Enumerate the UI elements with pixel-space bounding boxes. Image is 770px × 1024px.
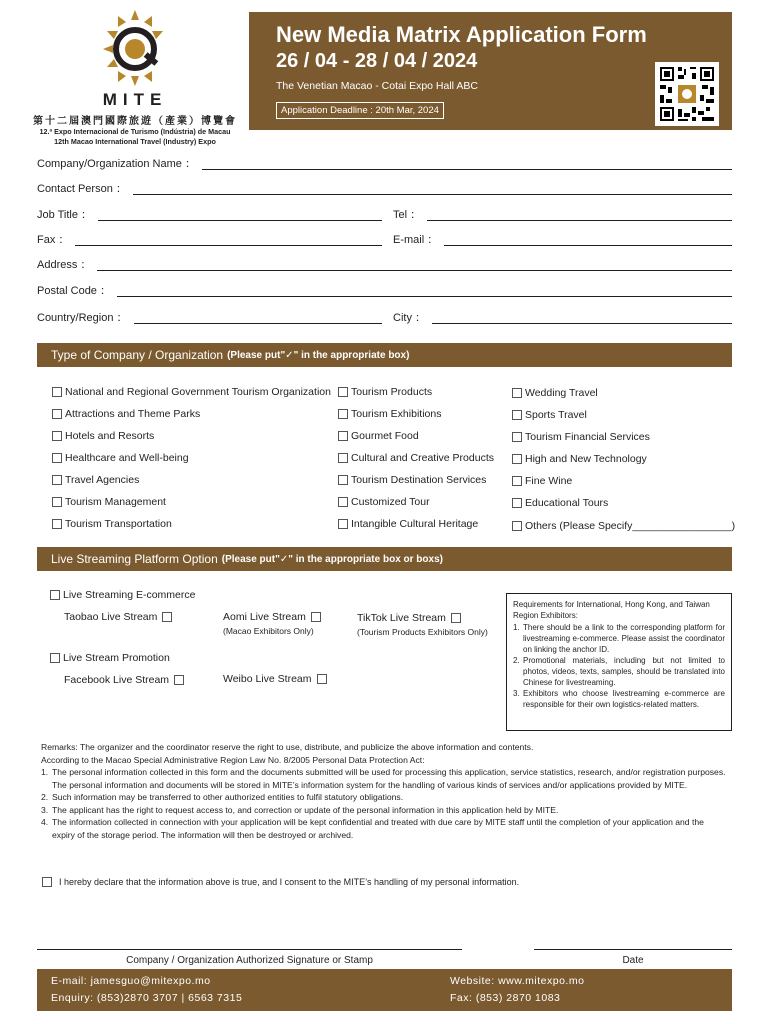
requirement-item — [513, 655, 725, 688]
checkbox[interactable] — [50, 590, 60, 600]
org-type-option[interactable] — [512, 387, 598, 399]
date-line[interactable] — [534, 949, 732, 950]
org-type-option[interactable] — [52, 474, 139, 486]
logo-chinese-name: 第十二屆澳門國際旅遊（產業）博覽會 — [33, 116, 237, 127]
application-deadline: Application Deadline : 20th Mar, 2024 — [276, 102, 444, 119]
fax-field[interactable] — [37, 232, 382, 246]
org-type-option[interactable] — [512, 520, 735, 532]
postal-code-field[interactable] — [37, 283, 732, 297]
checkbox[interactable] — [52, 497, 62, 507]
option-label: Gourmet Food — [351, 430, 419, 442]
footer-bar — [37, 969, 732, 1011]
checkbox[interactable] — [162, 612, 172, 622]
signature-line[interactable] — [37, 949, 462, 950]
checkbox[interactable] — [512, 498, 522, 508]
item-text: Exhibitors who choose livestreaming e-commerce are responsible for their own logistics-related matters. — [523, 689, 725, 709]
requirement-item — [513, 622, 725, 655]
remark-item — [41, 816, 726, 841]
item-text: Such information may be transferred to other authorized entities to fulfil statutory obligations. — [52, 792, 404, 802]
job-title-label: Job Title ： — [37, 209, 93, 221]
city-input-line[interactable] — [432, 314, 732, 324]
job-title-field[interactable] — [37, 207, 382, 221]
org-type-option[interactable] — [338, 474, 486, 486]
live-stream-hint: (Please put"✓" in the appropriate box or boxs) — [221, 553, 443, 565]
checkbox[interactable] — [512, 454, 522, 464]
checkbox[interactable] — [512, 410, 522, 420]
option-label: Sports Travel — [525, 409, 587, 421]
item-text: There should be a link to the corresponding platform for livestreaming e-commerce. Please assist the coordinator on linking the anchor ID. — [523, 623, 725, 654]
checkbox[interactable] — [338, 387, 348, 397]
footer-website[interactable]: Website: www.mitexpo.mo — [450, 975, 585, 987]
option-label: Hotels and Resorts — [65, 430, 155, 442]
item-text: Promotional materials, including but not limited to photos, videos, texts, samples, should be translated into Chinese for livestreaming. — [523, 656, 725, 687]
footer-enquiry: Enquiry: (853)2870 3707 | 6563 7315 — [51, 992, 243, 1004]
checkbox[interactable] — [50, 653, 60, 663]
org-type-option[interactable] — [52, 386, 331, 398]
option-label: Educational Tours — [525, 497, 609, 509]
option-label: Tourism Destination Services — [351, 474, 487, 486]
option-label: Cultural and Creative Products — [351, 452, 494, 464]
option-label: Tourism Financial Services — [525, 431, 650, 443]
org-type-title: Type of Company / Organization — [51, 348, 224, 362]
logo-wordmark: MITE — [102, 90, 168, 109]
item-text: The applicant has the right to request access to, and correction or update of the personal information in this application held by MITE. — [52, 804, 559, 815]
checkbox[interactable] — [311, 612, 321, 622]
item-number: 1. — [41, 767, 49, 777]
mite-logo — [30, 6, 240, 146]
checkbox[interactable] — [52, 453, 62, 463]
address-input-line[interactable] — [97, 261, 732, 271]
checkbox[interactable] — [338, 519, 348, 529]
option-live-promotion[interactable] — [50, 652, 170, 664]
item-number: 2. — [41, 792, 49, 802]
event-venue: The Venetian Macao - Cotai Expo Hall ABC — [276, 80, 478, 92]
option-label: Attractions and Theme Parks — [65, 408, 201, 420]
checkbox[interactable] — [174, 675, 184, 685]
requirements-heading: Requirements for International, Hong Kong, and Taiwan Region Exhibitors: — [513, 600, 710, 620]
requirement-item — [513, 688, 725, 710]
org-type-option[interactable] — [512, 475, 572, 487]
checkbox[interactable] — [52, 475, 62, 485]
option-weibo[interactable] — [223, 673, 327, 685]
org-type-option[interactable] — [512, 431, 650, 443]
logo-english-name: 12th Macao International Travel (Industry) Expo — [54, 137, 216, 146]
checkbox[interactable] — [512, 432, 522, 442]
remarks-line-2: According to the Macao Special Administrative Region Law No. 8/2005 Personal Data Protection Act: — [41, 754, 425, 765]
qr-code-icon[interactable] — [655, 62, 719, 126]
item-text: The personal information collected in this form and the documents submitted will be used for processing this application, service statistics, research, and/or registration purposes. The personal information and documents will be stored in MITE’s information system for the handling of various kinds of services and/or applications provided by MITE. — [52, 767, 726, 790]
checkbox[interactable] — [52, 519, 62, 529]
mite-emblem-icon — [92, 6, 178, 88]
checkbox[interactable] — [317, 674, 327, 684]
address-label: Address ： — [37, 259, 92, 271]
org-type-option[interactable] — [338, 452, 494, 464]
option-label: Tourism Products — [351, 386, 433, 398]
checkbox[interactable] — [52, 387, 62, 397]
remark-item — [41, 791, 726, 804]
email-input-line[interactable] — [444, 236, 732, 246]
contact-person-field[interactable] — [37, 181, 732, 195]
signature-label: Company / Organization Authorized Signature or Stamp — [126, 955, 373, 966]
job-title-input-line[interactable] — [98, 211, 382, 221]
remarks-line-1: Remarks: The organizer and the coordinator reserve the right to use, distribute, and publicize the above information and contents. — [41, 742, 534, 752]
fax-label: Fax ： — [37, 234, 70, 246]
header-banner — [249, 12, 732, 130]
org-type-option[interactable] — [338, 408, 441, 420]
email-field[interactable] — [393, 232, 732, 246]
consent-declaration[interactable] — [42, 877, 519, 887]
logo-portuguese-name: 12.ª Expo Internacional de Turismo (Indústria) de Macau — [39, 127, 231, 136]
remark-item — [41, 804, 726, 817]
option-tiktok[interactable] — [357, 612, 461, 624]
checkbox[interactable] — [338, 475, 348, 485]
postal-code-label: Postal Code ： — [37, 285, 111, 297]
org-type-option[interactable] — [338, 430, 419, 442]
checkbox[interactable] — [338, 431, 348, 441]
remarks-section — [41, 741, 726, 841]
footer-fax: Fax: (853) 2870 1083 — [450, 992, 561, 1004]
checkbox[interactable] — [512, 388, 522, 398]
org-type-option[interactable] — [512, 453, 647, 465]
org-type-option[interactable] — [338, 518, 478, 530]
option-label: Weibo Live Stream — [223, 673, 312, 685]
consent-text: I hereby declare that the information above is true, and I consent to the MITE’s handling of my personal information. — [59, 877, 520, 887]
item-number: 3. — [513, 689, 520, 698]
option-facebook[interactable] — [64, 674, 184, 686]
checkbox[interactable] — [451, 613, 461, 623]
postal-code-input-line[interactable] — [117, 287, 732, 297]
date-label: Date — [622, 955, 644, 966]
org-type-option[interactable] — [512, 409, 587, 421]
checkbox[interactable] — [52, 431, 62, 441]
tiktok-note: (Tourism Products Exhibitors Only) — [357, 627, 488, 637]
option-label: National and Regional Government Tourism Organization — [65, 386, 331, 398]
item-text: The information collected in connection with your application will be kept confidential and treated with due care by MITE staff until the completion of your application and the expiry of the storage period. The information will then be destroyed or archived. — [52, 817, 704, 840]
event-dates: 26 / 04 - 28 / 04 / 2024 — [276, 50, 478, 72]
org-type-option[interactable] — [52, 452, 189, 464]
org-type-section-header — [37, 343, 732, 367]
remark-item — [41, 766, 726, 791]
contact-person-label: Contact Person ： — [37, 183, 127, 195]
checkbox[interactable] — [338, 409, 348, 419]
option-label: Live Stream Promotion — [63, 652, 170, 664]
org-type-hint: (Please put"✓" in the appropriate box) — [227, 349, 410, 361]
option-live-ecommerce[interactable] — [50, 589, 195, 601]
tel-label: Tel ： — [393, 209, 422, 221]
option-label: Tourism Transportation — [65, 518, 172, 530]
org-type-option[interactable] — [338, 496, 430, 508]
live-stream-title: Live Streaming Platform Option — [51, 552, 218, 566]
org-type-option[interactable] — [52, 408, 200, 420]
option-label: Taobao Live Stream — [64, 611, 158, 623]
checkbox[interactable] — [338, 453, 348, 463]
item-number: 1. — [513, 623, 520, 632]
option-label: Others (Please Specify_________________) — [525, 520, 736, 532]
fax-input-line[interactable] — [75, 236, 382, 246]
org-type-option[interactable] — [52, 518, 172, 530]
option-label: Fine Wine — [525, 475, 573, 487]
contact-person-input-line[interactable] — [133, 185, 732, 195]
aomi-note: (Macao Exhibitors Only) — [223, 626, 314, 636]
company-name-input-line[interactable] — [202, 160, 732, 170]
option-label: Facebook Live Stream — [64, 674, 170, 686]
company-name-field[interactable] — [37, 156, 732, 170]
consent-checkbox[interactable] — [42, 877, 52, 887]
checkbox[interactable] — [512, 476, 522, 486]
option-label: Wedding Travel — [525, 387, 598, 399]
country-label: Country/Region ： — [37, 312, 128, 324]
live-stream-section-header — [37, 547, 732, 571]
org-type-option[interactable] — [512, 497, 608, 509]
option-label: Tourism Management — [65, 496, 166, 508]
checkbox[interactable] — [512, 521, 522, 531]
form-title: New Media Matrix Application Form — [276, 22, 647, 47]
item-number: 4. — [41, 817, 49, 827]
option-label: Live Streaming E-commerce — [63, 589, 196, 601]
org-type-option[interactable] — [52, 496, 166, 508]
requirements-box — [506, 593, 732, 731]
item-number: 2. — [513, 656, 520, 665]
company-name-label: Company/Organization Name ： — [37, 158, 196, 170]
city-field[interactable] — [393, 310, 732, 324]
org-type-option[interactable] — [52, 430, 154, 442]
country-input-line[interactable] — [134, 314, 383, 324]
option-label: High and New Technology — [525, 453, 647, 465]
tel-field[interactable] — [393, 207, 732, 221]
option-label: Intangible Cultural Heritage — [351, 518, 479, 530]
option-label: Healthcare and Well-being — [65, 452, 189, 464]
option-aomi[interactable] — [223, 611, 321, 623]
tel-input-line[interactable] — [427, 211, 732, 221]
email-label: E-mail ： — [393, 234, 439, 246]
footer-email[interactable]: E-mail: jamesguo@mitexpo.mo — [51, 975, 211, 987]
checkbox[interactable] — [52, 409, 62, 419]
option-label: TikTok Live Stream — [357, 612, 446, 624]
item-number: 3. — [41, 804, 49, 815]
checkbox[interactable] — [338, 497, 348, 507]
option-label: Aomi Live Stream — [223, 611, 306, 623]
option-label: Customized Tour — [351, 496, 430, 508]
address-field[interactable] — [37, 257, 732, 271]
option-label: Travel Agencies — [65, 474, 140, 486]
city-label: City ： — [393, 312, 426, 324]
country-field[interactable] — [37, 310, 382, 324]
org-type-option[interactable] — [338, 386, 432, 398]
option-label: Tourism Exhibitions — [351, 408, 442, 420]
option-taobao[interactable] — [64, 611, 172, 623]
